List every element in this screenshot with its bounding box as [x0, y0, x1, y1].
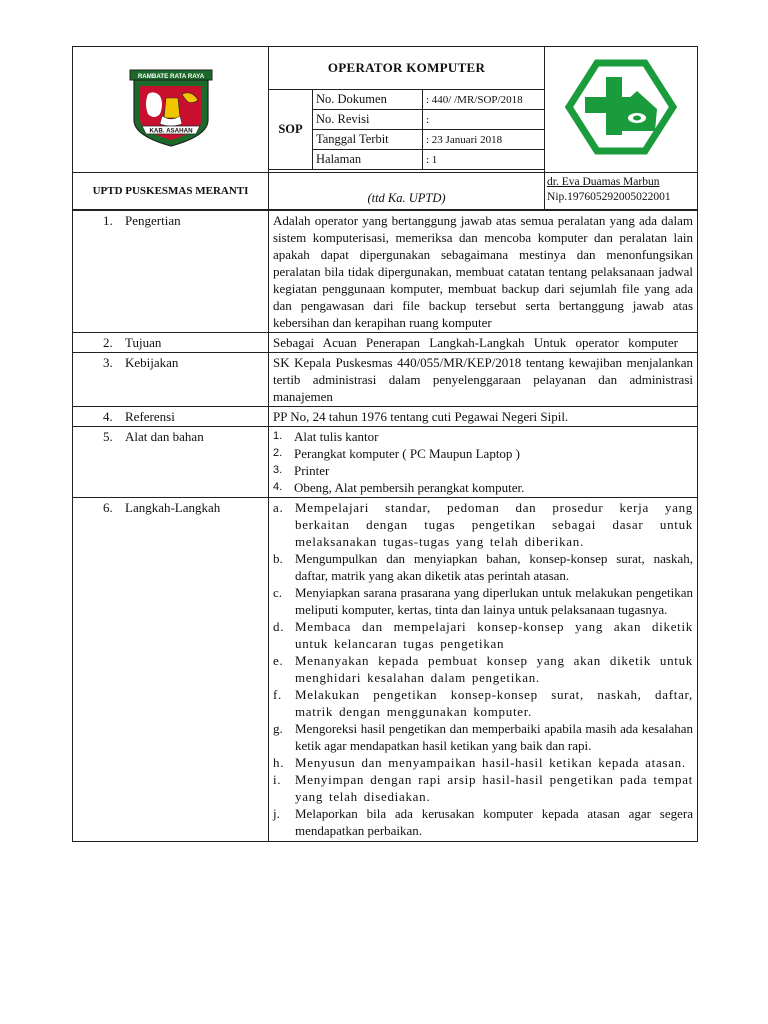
section-label [73, 333, 269, 353]
organization-name: UPTD PUSKESMAS MERANTI [73, 173, 269, 210]
section-row [73, 498, 698, 842]
list-item [273, 805, 693, 839]
list-item [273, 584, 693, 618]
section-content: Sebagai Acuan Penerapan Langkah-Langkah Untuk operator komputer [269, 333, 698, 353]
list-item [273, 720, 693, 754]
regency-logo-cell [73, 47, 269, 173]
section-row [73, 353, 698, 407]
step-text: Menyusun dan menyampaikan hasil-hasil ketikan kepada atasan. [295, 755, 686, 770]
step-letter: h. [273, 755, 285, 770]
meta-label-halaman: Halaman [313, 150, 423, 170]
list-text: Perangkat komputer ( PC Maupun Laptop ) [294, 446, 521, 461]
section-label [73, 353, 269, 407]
section-number: 6. [103, 500, 113, 515]
section-row [73, 333, 698, 353]
step-letter: c. [273, 585, 283, 600]
step-letter: i. [273, 772, 282, 787]
kabupaten-asahan-logo [122, 64, 220, 150]
list-item [273, 618, 693, 652]
section-label [73, 498, 269, 842]
list-number: 2. [273, 447, 283, 459]
section-content [269, 427, 698, 498]
meta-label-tanggal-terbit: Tanggal Terbit [313, 130, 423, 150]
step-text: Membaca dan mempelajari konsep-konsep yang akan diketik untuk kelancaran tugas pengetikan [295, 619, 693, 651]
section-content: PP No, 24 tahun 1976 tentang cuti Pegawai Negeri Sipil. [269, 407, 698, 427]
section-label [73, 407, 269, 427]
puskesmas-logo-cell [545, 47, 698, 173]
step-letter: g. [273, 721, 283, 736]
signer-name: dr. Eva Duamas Marbun [547, 176, 660, 188]
sop-header-table [72, 46, 698, 210]
list-item [273, 462, 693, 479]
section-content [269, 498, 698, 842]
step-text: Mengumpulkan dan menyiapkan bahan, konsep-konsep surat, naskah, daftar, matrik yang akan diketik atas perintah atasan. [295, 551, 693, 583]
step-letter: j. [273, 806, 280, 821]
section-number: 5. [103, 429, 113, 444]
step-letter: d. [273, 619, 285, 634]
puskesmas-cross-icon [565, 59, 677, 155]
section-row [73, 407, 698, 427]
section-title: Kebijakan [125, 355, 179, 370]
section-number: 3. [103, 355, 113, 370]
sop-document [72, 46, 697, 842]
list-item [273, 754, 693, 771]
logo-ribbon-text: KAB. ASAHAN [148, 127, 193, 135]
list-number: 3. [273, 464, 283, 476]
section-title: Langkah-Langkah [125, 500, 221, 515]
meta-label-no-dokumen: No. Dokumen [313, 90, 423, 110]
section-label [73, 211, 269, 333]
signature-placeholder: (ttd Ka. UPTD) [269, 173, 545, 210]
section-content: SK Kepala Puskesmas 440/055/MR/KEP/2018 tentang kewajiban menjalankan tertib administrasi dalam penyelenggaraan pelayanan dan administrasi manajemen [269, 353, 698, 407]
list-item [273, 652, 693, 686]
meta-label-no-revisi: No. Revisi [313, 110, 423, 130]
steps-list [273, 499, 693, 839]
section-title: Pengertian [125, 213, 181, 228]
step-text: Melaporkan bila ada kerusakan komputer kepada atasan agar segera mendapatkan perbaikan. [295, 806, 693, 838]
signer-nip: Nip.197605292005022001 [547, 191, 671, 203]
section-row [73, 427, 698, 498]
list-item [273, 479, 693, 496]
step-text: Menyimpan dengan rapi arsip hasil-hasil pengetikan pada tempat yang telah disediakan. [295, 772, 693, 804]
document-title: OPERATOR KOMPUTER [269, 47, 545, 90]
step-letter: e. [273, 653, 284, 668]
list-text: Printer [294, 463, 330, 478]
section-title: Alat dan bahan [125, 429, 204, 444]
list-number: 1. [273, 430, 283, 442]
step-text: Menyiapkan sarana prasarana yang diperlukan untuk melakukan pengetikan meliputi komputer, kertas, tinta dan lainya untuk pelaksanaan tugasnya. [295, 585, 693, 617]
signer-block [545, 173, 698, 210]
step-letter: f. [273, 687, 282, 702]
meta-value-no-revisi: : [423, 110, 545, 130]
section-number: 2. [103, 335, 113, 350]
logo-banner-text: RAMBATE RATA RAYA [137, 73, 204, 80]
sop-label: SOP [269, 90, 313, 170]
list-item [273, 550, 693, 584]
list-item [273, 686, 693, 720]
step-letter: a. [273, 500, 284, 515]
list-item [273, 771, 693, 805]
list-text: Obeng, Alat pembersih perangkat komputer. [294, 480, 525, 495]
list-number: 4. [273, 481, 283, 493]
section-number: 1. [103, 213, 113, 228]
tools-list [273, 428, 693, 496]
meta-value-halaman: : 1 [423, 150, 545, 170]
step-text: Mengoreksi hasil pengetikan dan memperbaiki apabila masih ada kesalahan ketik agar mendapatkan hasil ketikan yang baik dan rapi. [295, 721, 693, 753]
meta-value-no-dokumen: : 440/ /MR/SOP/2018 [423, 90, 545, 110]
list-item [273, 428, 693, 445]
section-content: Adalah operator yang bertanggung jawab atas semua peralatan yang ada dalam sistem komputerisasi, memeriksa dan mencoba komputer dan peralatan lain apakah dapat dipergunakan sebagaimana mestinya dan menonfungsikan peralatan bila tidak dipergunakan, membuat catatan tentang pelaksanaan jadwal kegiatan penggunaan komputer, membuat backup dari sejumlah file yang ada dan pengawasan dari file backup tersebut serta bertanggung jawab atas kebersihan dan kerapihan ruang komputer [269, 211, 698, 333]
list-item [273, 499, 693, 550]
list-item [273, 445, 693, 462]
step-text: Melakukan pengetikan konsep-konsep surat, naskah, daftar, matrik dengan menggunakan komputer. [295, 687, 693, 719]
step-text: Mempelajari standar, pedoman dan prosedur kerja yang berkaitan dengan tugas pengetikan sebagai dasar untuk melaksanakan tugas-tugas yang telah diberikan. [295, 500, 693, 549]
step-letter: b. [273, 551, 283, 566]
list-text: Alat tulis kantor [294, 429, 379, 444]
section-number: 4. [103, 409, 113, 424]
sop-body-table [72, 210, 698, 842]
section-label [73, 427, 269, 498]
step-text: Menanyakan kepada pembuat konsep yang akan diketik untuk menghidari kesalahan dalam pengetikan. [295, 653, 693, 685]
section-row [73, 211, 698, 333]
meta-value-tanggal-terbit: : 23 Januari 2018 [423, 130, 545, 150]
section-title: Referensi [125, 409, 175, 424]
section-title: Tujuan [125, 335, 162, 350]
